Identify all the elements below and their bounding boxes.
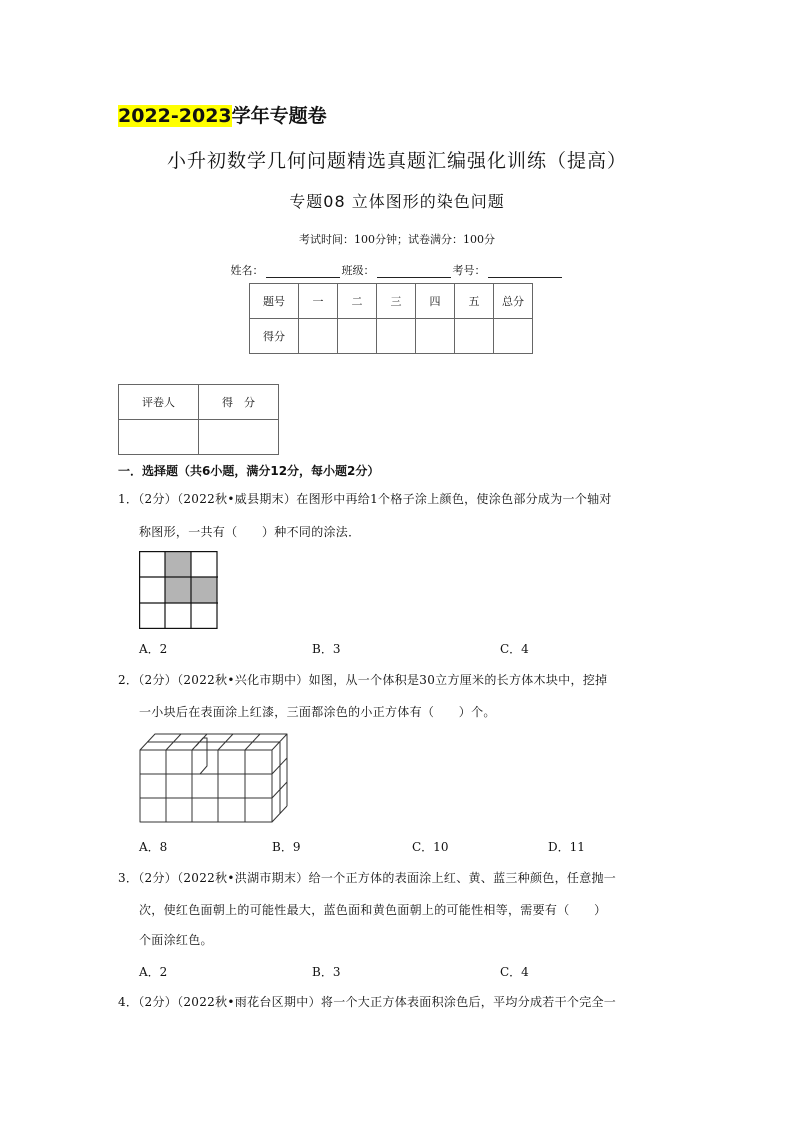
q3-option-b[interactable]: B．3 bbox=[312, 965, 341, 979]
question-1-line-2: 称图形，一共有（ ）种不同的涂法． bbox=[139, 525, 361, 539]
score-cell[interactable] bbox=[299, 319, 338, 354]
score-cell[interactable] bbox=[377, 319, 416, 354]
shaded-cell bbox=[191, 577, 217, 603]
grader-table bbox=[118, 384, 279, 455]
score-header-cell: 一 bbox=[299, 284, 338, 319]
grader-score-label: 得 分 bbox=[199, 385, 279, 420]
name-blank[interactable] bbox=[266, 266, 340, 278]
document-title: 小升初数学几何问题精选真题汇编强化训练（提高） bbox=[166, 150, 627, 172]
score-row-label: 得分 bbox=[250, 319, 299, 354]
question-1-line-1: 1．（2分）（2022秋•威县期末）在图形中再给1个格子涂上颜色，使涂色部分成为一个轴对 bbox=[118, 492, 612, 506]
q2-option-a[interactable]: A．8 bbox=[139, 840, 168, 854]
tag-text: 学年专题卷 bbox=[231, 105, 327, 127]
score-table-score-row bbox=[250, 319, 533, 354]
score-header-cell: 五 bbox=[455, 284, 494, 319]
score-table bbox=[249, 283, 533, 354]
question-3-line-3: 个面涂红色。 bbox=[139, 933, 213, 947]
score-cell[interactable] bbox=[494, 319, 533, 354]
grader-label: 评卷人 bbox=[119, 385, 199, 420]
q3-option-c[interactable]: C．4 bbox=[500, 965, 529, 979]
id-blank[interactable] bbox=[488, 266, 562, 278]
shaded-cell bbox=[165, 577, 191, 603]
cuboid-figure bbox=[139, 730, 289, 824]
score-header-cell: 四 bbox=[416, 284, 455, 319]
question-3-line-1: 3．（2分）（2022秋•洪湖市期末）给一个正方体的表面涂上红、黄、蓝三种颜色，任意抛一 bbox=[118, 871, 617, 885]
grader-score-cell[interactable] bbox=[199, 420, 279, 455]
score-table-header-row bbox=[250, 284, 533, 319]
score-cell[interactable] bbox=[416, 319, 455, 354]
q1-option-b[interactable]: B．3 bbox=[312, 642, 341, 656]
tag-year: 2022-2023 bbox=[118, 105, 232, 127]
grid-figure bbox=[139, 551, 218, 629]
score-header-cell: 二 bbox=[338, 284, 377, 319]
name-label: 姓名： bbox=[230, 264, 264, 277]
score-cell[interactable] bbox=[338, 319, 377, 354]
class-label: 班级： bbox=[341, 264, 375, 277]
class-blank[interactable] bbox=[377, 266, 451, 278]
question-2-line-2: 一小块后在表面涂上红漆，三面都涂色的小正方体有（ ）个。 bbox=[139, 705, 496, 719]
q2-option-d[interactable]: D．11 bbox=[548, 840, 585, 854]
score-cell[interactable] bbox=[455, 319, 494, 354]
exam-info: 考试时间：100分钟；试卷满分：100分 bbox=[299, 233, 495, 246]
grader-cell[interactable] bbox=[119, 420, 199, 455]
q1-option-a[interactable]: A．2 bbox=[139, 642, 168, 656]
question-4-line-1: 4．（2分）（2022秋•雨花台区期中）将一个大正方体表面积涂色后，平均分成若干个完全一 bbox=[118, 995, 617, 1009]
question-2-line-1: 2．（2分）（2022秋•兴化市期中）如图，从一个体积是30立方厘米的长方体木块中，挖掉 bbox=[118, 673, 608, 687]
document-subtitle: 专题08 立体图形的染色问题 bbox=[289, 192, 505, 211]
document-tag bbox=[118, 104, 327, 128]
score-header-cell: 题号 bbox=[250, 284, 299, 319]
section-heading: 一．选择题（共6小题，满分12分，每小题2分） bbox=[118, 464, 380, 478]
id-label: 考号： bbox=[452, 264, 486, 277]
score-header-cell: 总分 bbox=[494, 284, 533, 319]
score-header-cell: 三 bbox=[377, 284, 416, 319]
student-info-line bbox=[0, 262, 794, 278]
shaded-cell bbox=[165, 551, 191, 577]
q2-option-b[interactable]: B．9 bbox=[272, 840, 301, 854]
question-3-line-2: 次，使红色面朝上的可能性最大，蓝色面和黄色面朝上的可能性相等，需要有（ ） bbox=[139, 903, 607, 917]
q3-option-a[interactable]: A．2 bbox=[139, 965, 168, 979]
q1-option-c[interactable]: C．4 bbox=[500, 642, 529, 656]
q2-option-c[interactable]: C．10 bbox=[412, 840, 449, 854]
